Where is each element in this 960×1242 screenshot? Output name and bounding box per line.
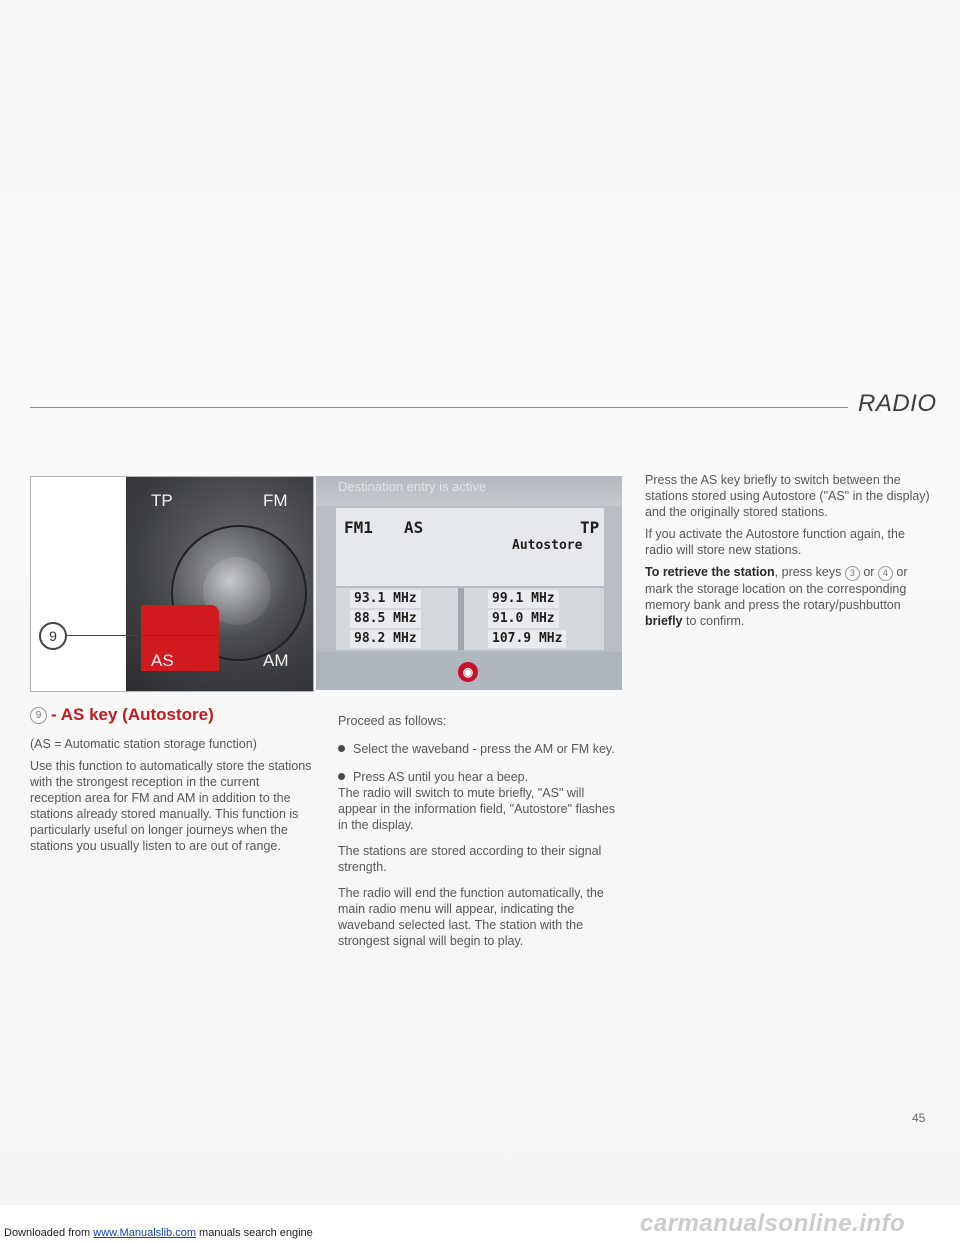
paragraph: Use this function to automatically store the stations with the strongest reception in the current reception area for FM and AM in addition to the stations already stored manually. This function is particularly useful on longer journeys when the stations you usually listen to are out of range.	[30, 759, 312, 853]
bullet-icon	[338, 773, 345, 780]
station-list-right	[464, 588, 604, 650]
display-banner: Destination entry is active	[338, 479, 487, 494]
brand-logo-icon: ◉	[458, 662, 478, 682]
bullet-item	[338, 769, 624, 785]
paragraph: The stations are stored according to their signal strength.	[338, 844, 602, 874]
tp-indicator: TP	[580, 518, 600, 537]
paragraph: If you activate the Autostore function again, the radio will store new stations.	[645, 527, 905, 557]
info-field	[336, 508, 604, 586]
column-2	[338, 713, 624, 955]
paragraph: The radio will switch to mute briefly, "AS" will appear in the information field, "Autostore" flashes in the display.	[338, 786, 616, 832]
station-freq: 107.9 MHz	[488, 630, 566, 648]
heading-text: - AS key (Autostore)	[51, 705, 214, 724]
bold-text: To retrieve the station	[645, 565, 775, 579]
as-indicator: AS	[404, 518, 424, 537]
station-freq: 91.0 MHz	[488, 610, 559, 628]
text-run: to confirm.	[686, 614, 745, 628]
heading-number: 9	[30, 707, 47, 724]
tp-key-label: TP	[151, 491, 173, 510]
bullet-item	[338, 741, 624, 757]
column-1	[30, 736, 314, 860]
station-freq: 98.2 MHz	[350, 630, 421, 648]
page-number: 45	[912, 1111, 926, 1125]
key-number: 3	[845, 566, 860, 581]
autostore-indicator: Autostore	[512, 538, 583, 553]
key-number: 4	[878, 566, 893, 581]
station-freq: 99.1 MHz	[488, 590, 559, 608]
paragraph	[645, 564, 931, 629]
watermark: carmanualsonline.info	[640, 1210, 906, 1237]
as-key-label: AS	[151, 651, 174, 670]
callout-number: 9	[39, 622, 67, 650]
text-run: or mark the storage location on the corresponding memory bank and press the rotary/pushbutton	[645, 565, 908, 612]
footer-text: manuals search engine	[199, 1227, 313, 1239]
text-run: or	[863, 565, 875, 579]
callout-line	[67, 635, 217, 636]
paragraph: The radio will end the function automatically, the main radio menu will appear, indicating the waveband selected last. The station with the strongest signal will begin to play.	[338, 886, 604, 948]
station-freq: 93.1 MHz	[350, 590, 421, 608]
paragraph: Press the AS key briefly to switch between the stations stored using Autostore ("AS" in the display) and the originally stored stations.	[645, 473, 930, 519]
fm-key-label: FM	[263, 491, 288, 510]
bullet-text: Select the waveband - press the AM or FM key.	[353, 742, 615, 756]
bullet-text: Press AS until you hear a beep.	[353, 770, 529, 784]
manualslib-link[interactable]: www.Manualslib.com	[93, 1227, 196, 1239]
as-key-photo	[30, 476, 314, 692]
radio-display-photo	[316, 476, 622, 690]
band-label: FM1	[344, 518, 373, 537]
station-list-left	[336, 588, 458, 650]
bold-text: briefly	[645, 614, 683, 628]
footer-source	[4, 1227, 313, 1239]
paragraph: (AS = Automatic station storage function)	[30, 737, 257, 751]
paragraph: Proceed as follows:	[338, 714, 447, 728]
column-3	[645, 472, 931, 635]
footer-text: Downloaded from	[4, 1227, 91, 1239]
header-rule	[30, 407, 848, 408]
am-key-label: AM	[263, 651, 289, 670]
station-freq: 88.5 MHz	[350, 610, 421, 628]
bullet-icon	[338, 745, 345, 752]
section-title: RADIO	[858, 390, 937, 417]
section-heading	[30, 705, 214, 725]
text-run: , press keys	[774, 565, 842, 579]
